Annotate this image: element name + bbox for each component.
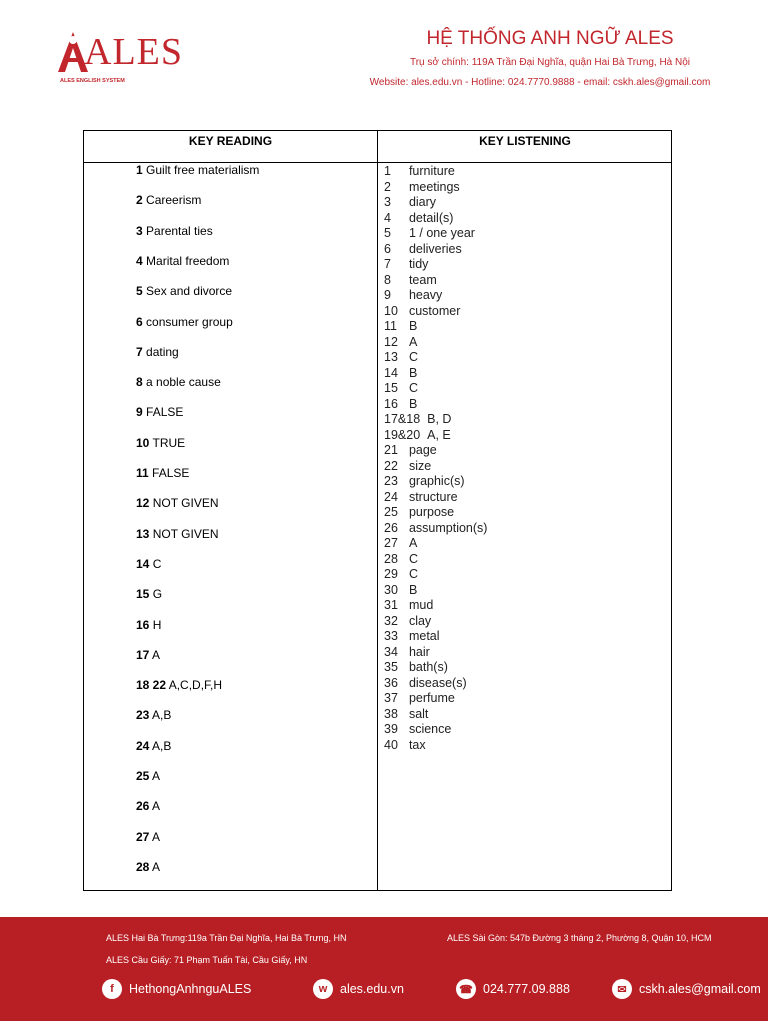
question-number: 16	[136, 617, 150, 632]
listening-answer-row	[384, 397, 417, 412]
head-office-address: Trụ sở chính: 119A Trần Đại Nghĩa, quận Hai Bà Trưng, Hà Nội	[409, 57, 691, 68]
phone-label: 024.777.09.888	[483, 982, 570, 996]
listening-answer-row	[384, 211, 453, 226]
answer-text: mud	[408, 598, 434, 612]
answer-text: FALSE	[152, 466, 190, 480]
reading-answer-row	[136, 860, 160, 874]
answer-text: FALSE	[146, 405, 184, 420]
question-number: 15	[384, 381, 398, 395]
question-number: 28	[136, 859, 150, 874]
question-number: 11	[136, 466, 149, 480]
listening-answer-row	[384, 660, 448, 675]
answer-text: clay	[408, 613, 432, 628]
listening-answer-row	[384, 459, 431, 474]
reading-answer-row	[136, 224, 213, 238]
answer-text: page	[408, 443, 437, 457]
reading-answer-row	[136, 708, 171, 722]
footer-banner	[0, 917, 768, 1021]
brand-title: HỆ THỐNG ANH NGỮ ALES	[426, 28, 674, 49]
question-number: 28	[384, 551, 398, 566]
listening-answer-row	[384, 164, 455, 179]
website-contact[interactable]	[313, 979, 404, 999]
answer-text: consumer group	[146, 314, 233, 329]
column-divider	[377, 131, 378, 890]
answer-text: salt	[408, 706, 429, 721]
answer-text: purpose	[408, 505, 455, 519]
answer-text: C	[408, 381, 418, 395]
listening-answer-row	[384, 598, 433, 613]
question-number: 40	[384, 737, 398, 752]
reading-answer-row	[136, 315, 233, 329]
question-number: 6	[136, 314, 143, 329]
question-number: 33	[384, 629, 398, 643]
question-number: 37	[384, 691, 398, 705]
question-number: 18 22	[136, 678, 167, 693]
listening-answer-row	[384, 722, 451, 737]
logo-subtitle: ALES ENGLISH SYSTEM	[60, 78, 125, 84]
answer-text: tax	[408, 737, 426, 752]
answer-text: B	[408, 319, 418, 333]
key-listening-header: KEY LISTENING	[479, 134, 571, 148]
question-number: 14	[384, 365, 398, 380]
listening-answer-row	[384, 428, 451, 443]
answer-text: structure	[408, 489, 458, 504]
question-number: 21	[384, 443, 398, 457]
answer-text: NOT GIVEN	[152, 526, 219, 541]
question-number: 29	[384, 567, 398, 581]
listening-answer-row	[384, 226, 475, 241]
answer-text: NOT GIVEN	[152, 496, 219, 511]
listening-answer-row	[384, 350, 418, 365]
phone-icon: ☎	[456, 979, 476, 999]
question-number: 6	[384, 241, 391, 256]
question-number: 27	[136, 829, 150, 844]
reading-answer-row	[136, 193, 201, 207]
listening-answer-row	[384, 738, 426, 753]
question-number: 3	[384, 195, 391, 209]
answer-text: A, E	[427, 427, 451, 442]
answer-text: A	[152, 799, 161, 814]
answer-text: A	[152, 829, 161, 844]
listening-answer-row	[384, 195, 436, 210]
question-number: 22	[384, 458, 398, 473]
listening-answer-row	[384, 505, 454, 520]
answer-text: Marital freedom	[146, 253, 230, 268]
listening-answer-row	[384, 536, 417, 551]
reading-answer-row	[136, 739, 171, 753]
reading-answer-row	[136, 436, 185, 450]
question-number: 35	[384, 660, 398, 674]
reading-answer-row	[136, 405, 183, 419]
question-number: 11	[384, 319, 397, 333]
question-number: 30	[384, 582, 398, 597]
email-label: cskh.ales@gmail.com	[639, 982, 761, 996]
question-number: 24	[384, 489, 398, 504]
reading-answer-row	[136, 648, 160, 662]
address-sai-gon: ALES Sài Gòn: 547b Đường 3 tháng 2, Phường 8, Quận 10, HCM	[447, 933, 712, 943]
listening-answer-row	[384, 490, 458, 505]
email-contact[interactable]	[612, 979, 761, 999]
question-number: 4	[384, 210, 391, 225]
question-number: 26	[384, 520, 398, 535]
website-label: ales.edu.vn	[340, 982, 404, 996]
question-number: 12	[136, 496, 150, 511]
reading-answer-row	[136, 284, 232, 298]
listening-answer-row	[384, 180, 460, 195]
listening-answer-row	[384, 242, 462, 257]
answer-text: tidy	[408, 257, 429, 271]
answer-text: B	[408, 365, 418, 380]
reading-answer-row	[136, 618, 161, 632]
answer-text: perfume	[408, 691, 455, 705]
question-number: 1	[136, 163, 143, 177]
listening-answer-row	[384, 443, 437, 458]
ales-logo	[56, 28, 183, 86]
question-number: 9	[136, 405, 143, 420]
facebook-label: HethongAnhnguALES	[129, 982, 252, 996]
question-number: 12	[384, 334, 398, 349]
listening-answer-row	[384, 335, 417, 350]
question-number: 9	[384, 288, 391, 302]
question-number: 38	[384, 706, 398, 721]
answer-text: A	[152, 769, 161, 783]
reading-answer-row	[136, 345, 179, 359]
answer-text: detail(s)	[408, 210, 454, 225]
answer-text: C	[152, 556, 162, 571]
contact-line: Website: ales.edu.vn - Hotline: 024.7770.9888 - email: cskh.ales@gmail.com	[369, 77, 711, 88]
question-number: 23	[384, 474, 398, 488]
answer-text: A	[152, 859, 161, 874]
answer-text: heavy	[408, 288, 443, 302]
listening-answer-row	[384, 273, 437, 288]
answer-text: assumption(s)	[408, 520, 488, 535]
reading-answer-row	[136, 557, 161, 571]
answer-text: A,B	[152, 738, 172, 753]
reading-answer-row	[136, 527, 219, 541]
answer-text: A	[408, 334, 418, 349]
question-number: 13	[136, 526, 150, 541]
question-number: 8	[384, 272, 391, 287]
question-number: 13	[384, 350, 398, 364]
question-number: 17&18	[384, 412, 421, 426]
answer-text: metal	[408, 629, 440, 643]
listening-answer-row	[384, 304, 460, 319]
answer-text: meetings	[408, 179, 460, 194]
answer-text: disease(s)	[408, 675, 467, 690]
answer-text: hair	[408, 644, 430, 659]
phone-contact[interactable]	[456, 979, 570, 999]
answer-text: A	[408, 536, 418, 550]
question-number: 2	[136, 193, 143, 208]
listening-answer-row	[384, 583, 417, 598]
question-number: 24	[136, 738, 150, 753]
listening-answer-row	[384, 707, 428, 722]
answer-text: a noble cause	[146, 375, 221, 390]
question-number: 3	[136, 223, 143, 238]
answer-text: B	[408, 396, 418, 411]
answer-text: deliveries	[408, 241, 462, 256]
question-number: 34	[384, 644, 398, 659]
listening-answer-row	[384, 288, 442, 303]
facebook-contact[interactable]	[102, 979, 251, 999]
listening-answer-row	[384, 645, 430, 660]
answer-text: Careerism	[146, 193, 202, 208]
letterhead	[0, 0, 768, 110]
listening-answer-row	[384, 257, 428, 272]
question-number: 7	[384, 257, 391, 271]
listening-answer-row	[384, 381, 418, 396]
facebook-icon: f	[102, 979, 122, 999]
question-number: 36	[384, 675, 398, 690]
answer-text: furniture	[408, 164, 455, 178]
question-number: 7	[136, 344, 143, 359]
address-hai-ba-trung: ALES Hai Bà Trưng:119a Trần Đại Nghĩa, Hai Bà Trưng, HN	[106, 933, 347, 943]
logo-text: ALES	[84, 31, 183, 73]
address-cau-giay: ALES Cầu Giấy: 71 Phạm Tuấn Tài, Cầu Giấy, HN	[106, 955, 308, 965]
answer-text: Parental ties	[146, 223, 213, 238]
listening-answer-row	[384, 567, 418, 582]
question-number: 16	[384, 396, 398, 411]
answer-text: B	[408, 582, 418, 597]
listening-answer-row	[384, 474, 465, 489]
reading-answer-row	[136, 254, 229, 268]
question-number: 5	[136, 284, 143, 299]
answer-text: C	[408, 551, 418, 566]
question-number: 25	[136, 769, 150, 783]
answer-text: customer	[408, 303, 461, 318]
answer-text: A,B	[152, 708, 172, 723]
reading-answer-row	[136, 375, 221, 389]
answer-text: graphic(s)	[408, 474, 465, 488]
question-number: 31	[384, 598, 398, 612]
reading-answer-row	[136, 769, 160, 783]
reading-answer-row	[136, 799, 160, 813]
answer-text: B, D	[427, 412, 452, 426]
answer-key-table	[83, 130, 672, 891]
listening-answer-row	[384, 319, 417, 334]
answer-text: A,C,D,F,H	[168, 678, 223, 693]
answer-text: bath(s)	[408, 660, 448, 674]
answer-text: team	[408, 272, 437, 287]
question-number: 26	[136, 799, 150, 814]
question-number: 32	[384, 613, 398, 628]
listening-answer-row	[384, 521, 487, 536]
website-icon: w	[313, 979, 333, 999]
email-icon: ✉	[612, 979, 632, 999]
answer-text: Guilt free materialism	[146, 163, 260, 177]
question-number: 19&20	[384, 427, 421, 442]
listening-answer-row	[384, 691, 455, 706]
question-number: 23	[136, 708, 150, 723]
question-number: 8	[136, 375, 143, 390]
answer-text: 1 / one year	[408, 226, 475, 240]
question-number: 1	[384, 164, 391, 178]
question-number: 17	[136, 647, 150, 662]
reading-answer-row	[136, 466, 189, 480]
answer-text: C	[408, 350, 418, 364]
question-number: 5	[384, 226, 391, 240]
answer-text: size	[408, 458, 432, 473]
reading-answer-row	[136, 496, 219, 510]
listening-answer-row	[384, 552, 418, 567]
answer-text: dating	[146, 344, 179, 359]
question-number: 14	[136, 556, 150, 571]
question-number: 39	[384, 722, 398, 736]
answer-text: diary	[408, 195, 437, 209]
reading-answer-row	[136, 587, 162, 601]
listening-answer-row	[384, 629, 440, 644]
question-number: 10	[384, 303, 398, 318]
question-number: 2	[384, 179, 391, 194]
reading-answer-row	[136, 678, 222, 692]
listening-answer-row	[384, 614, 431, 629]
answer-text: C	[408, 567, 418, 581]
answer-text: TRUE	[152, 435, 186, 450]
question-number: 10	[136, 435, 150, 450]
answer-text: science	[408, 722, 452, 736]
reading-answer-row	[136, 163, 259, 177]
question-number: 25	[384, 505, 398, 519]
key-reading-header: KEY READING	[188, 134, 273, 148]
listening-answer-row	[384, 676, 467, 691]
listening-answer-row	[384, 366, 417, 381]
answer-text: G	[152, 587, 163, 602]
reading-answer-row	[136, 830, 160, 844]
answer-text: Sex and divorce	[146, 284, 233, 299]
answer-text: H	[152, 617, 162, 632]
question-number: 4	[136, 253, 143, 268]
listening-answer-row	[384, 412, 451, 427]
question-number: 27	[384, 536, 398, 550]
answer-text: A	[152, 647, 161, 662]
question-number: 15	[136, 587, 150, 602]
